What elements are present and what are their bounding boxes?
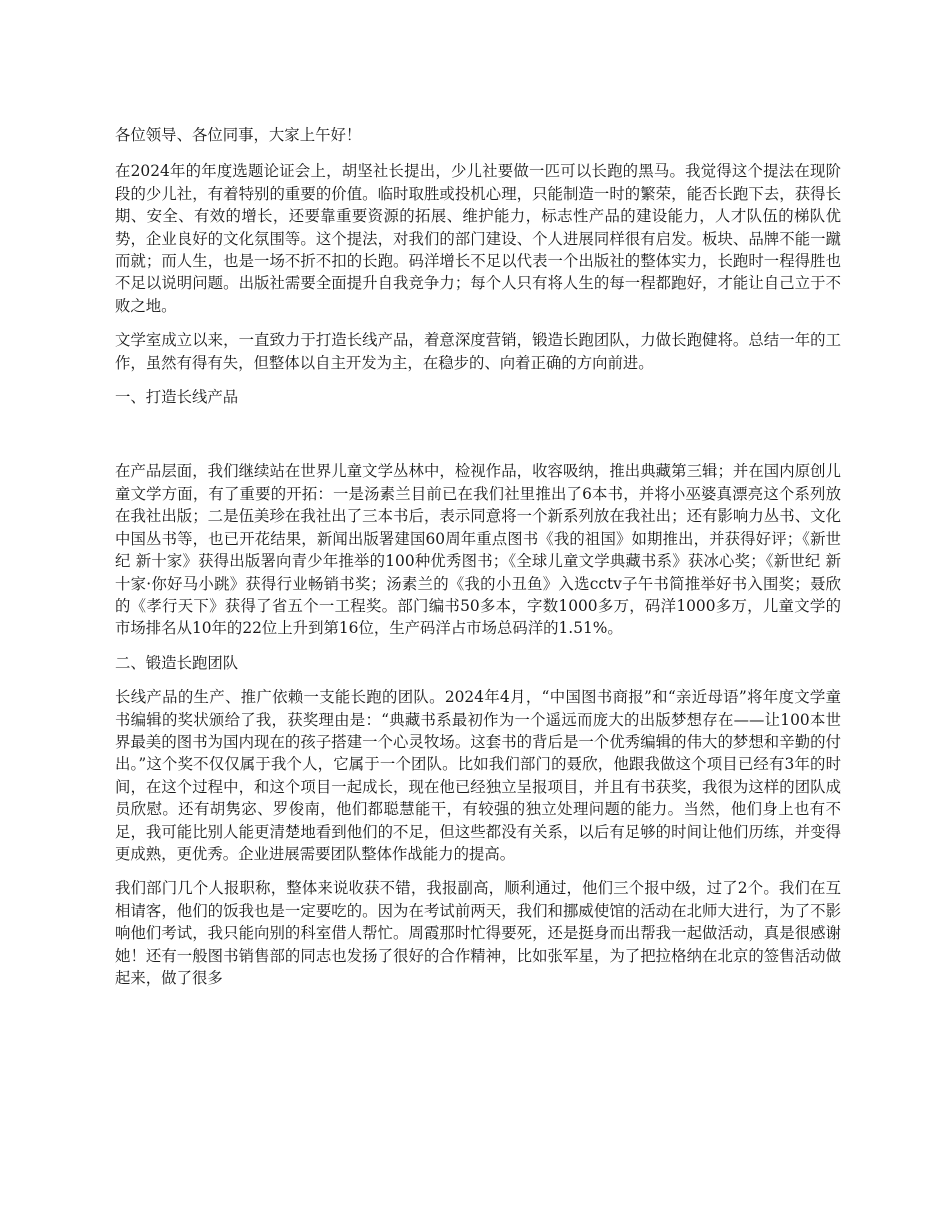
intro-paragraph-2: 文学室成立以来，一直致力于打造长线产品，着意深度营销，锻造长跑团队，力做长跑健将。总结一年的工作，虽然有得有失，但整体以自主开发为主，在稳步的、向着正确的方向前进。 bbox=[115, 331, 841, 372]
section-paragraph-products: 在产品层面，我们继续站在世界儿童文学丛林中，检视作品，收容吸纳，推出典藏第三辑；并在国内原创儿童文学方面，有了重要的开拓：一是汤素兰目前已在我们社里推出了6本书，并将小巫婆真漂亮这个系列放在我社出版；二是伍美珍在我社出了三本书后，表示同意将一个新系列放在我社出；还有影响力丛书、文化中国丛书等，也已开花结果，新闻出版署建国60周年重点图书《我的祖国》如期推出，并获得好评；《新世纪 新十家》获得出版署向青少年推举的100种优秀图书；《全球儿童文学典藏书系》获冰心奖；《新世纪 新十家·你好马小跳》获得行业畅销书奖；汤素兰的《我的小丑鱼》入选cctv子午书简推举好书入围奖；聂欣的《孝行天下》获得了省五个一工程奖。部门编书50多本，字数1000多万，码洋1000多万，儿童文学的市场排名从10年的22位上升到第16位，生产码洋占市场总码洋的1.51%。 bbox=[115, 462, 841, 638]
intro-paragraph-1: 在2024年的年度选题论证会上，胡坚社长提出，少儿社要做一匹可以长跑的黑马。我觉得这个提法在现阶段的少儿社，有着特别的重要的价值。临时取胜或投机心理，只能制造一时的繁荣，能否长跑下去，获得长期、安全、有效的增长，还要靠重要资源的拓展、维护能力，标志性产品的建设能力，人才队伍的梯队优势，企业良好的文化氛围等。这个提法，对我们的部门建设、个人进展同样很有启发。板块、品牌不能一蹴而就；而人生，也是一场不折不扣的长跑。码洋增长不足以代表一个出版社的整体实力，长跑时一程得胜也不足以说明问题。出版社需要全面提升自我竞争力；每个人只有将人生的每一程都跑好，才能让自己立于不败之地。 bbox=[115, 162, 841, 315]
greeting: 各位领导、各位同事，大家上午好！ bbox=[115, 126, 362, 144]
section-paragraph-team-1: 长线产品的生产、推广依赖一支能长跑的团队。2024年4月，“中国图书商报”和“亲近母语”将年度文学童书编辑的奖状颁给了我，获奖理由是：“典藏书系最初作为一个遥远而庞大的出版梦想存在——让100本世界最美的图书为国内现在的孩子搭建一个心灵牧场。这套书的背后是一个优秀编辑的伟大的梦想和辛勤的付出。”这个奖不仅仅属于我个人，它属于一个团队。比如我们部门的聂欣，他跟我做这个项目已经有3年的时间，在这个过程中，和这个项目一起成长，现在他已经独立呈报项目，并且有书获奖，我很为这样的团队成员欣慰。还有胡隽宓、罗俊南，他们都聪慧能干，有较强的独立处理问题的能力。当然，他们身上也有不足，我可能比别人能更清楚地看到他们的不足，但这些都没有关系，以后有足够的时间让他们历练，并变得更成熟，更优秀。企业进展需要团队整体作战能力的提高。 bbox=[115, 688, 841, 863]
section-paragraph-team-2: 我们部门几个人报职称，整体来说收获不错，我报副高，顺利通过，他们三个报中级，过了2个。我们在互相请客，他们的饭我也是一定要吃的。因为在考试前两天，我们和挪威使馆的活动在北师大进行，为了不影响他们考试，我只能向别的科室借人帮忙。周霞那时忙得要死，还是挺身而出帮我一起做活动，真是很感谢她！还有一般图书销售部的同志也发扬了很好的合作精神，比如张军星，为了把拉格纳在北京的签售活动做起来，做了很多 bbox=[115, 879, 841, 987]
document-page bbox=[115, 124, 841, 1001]
section-heading-products: 一、打造长线产品 bbox=[115, 388, 239, 407]
section-heading-team: 二、锻造长跑团队 bbox=[115, 653, 239, 672]
